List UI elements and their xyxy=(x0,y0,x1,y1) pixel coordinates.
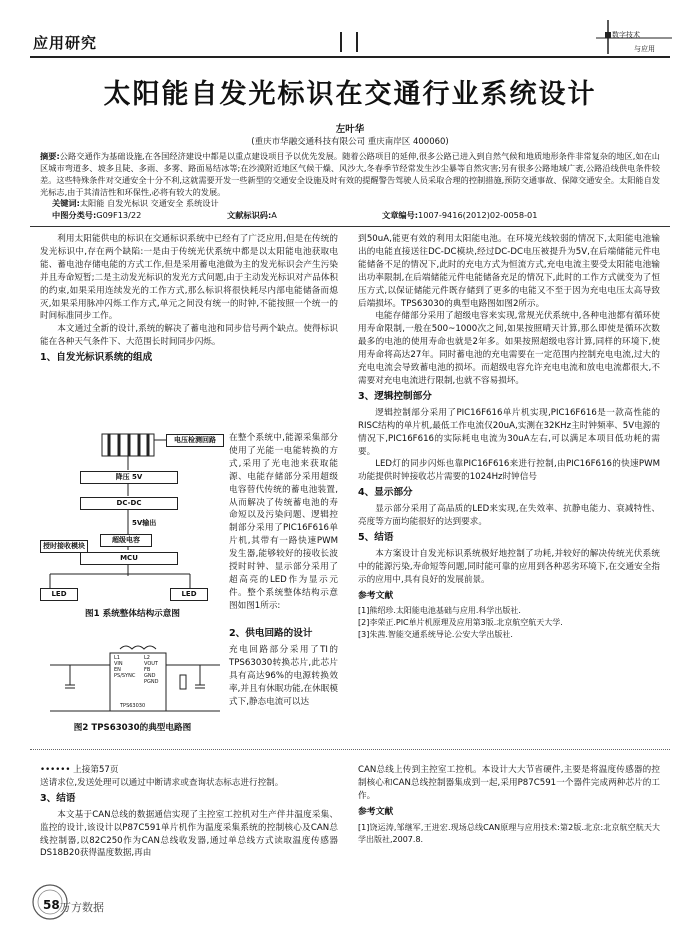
right-paragraph-1: 到50uA,能更有效的利用太阳能电池。在环境光线较弱的情况下,太阳能电池输出的电能直接送往DC-DC模块,经过DC-DC电压被提升为5V,在后端储能元件电能储备不足的情况下,此时的充电方式为恒流方式,充电电流主要受太阳能电池输出功率限制,在后端储能元件电能储备充足的情况下,此时的工作方式就变为了恒压方式,以保证储能元件既存储到了更多的电能又不至于因为充电电压太高导致后端损坏。TPS63030的典型电路图如图2所示。 xyxy=(358,234,660,309)
classification xyxy=(52,210,141,221)
right-paragraph-5: 显示部分采用了高品质的LED来实现,在失效率、抗静电能力、衰减特性、亮度等方面均能很好的达到要求。 xyxy=(358,504,660,528)
bottom-left-paragraph-1: 送请求位,发送处理可以通过中断请求或查询状态标志进行控制。 xyxy=(40,777,284,788)
article-number-value: 1007-9416(2012)02-0058-01 xyxy=(418,210,538,220)
heading-1: 1、自发光标识系统的组成 xyxy=(40,352,153,364)
references-list xyxy=(358,605,660,641)
fig2-chip-label: TPS63030 xyxy=(120,703,146,709)
brand-line-2: 与应用 xyxy=(634,45,655,53)
bottom-references-list xyxy=(358,822,660,846)
reference-item: [3]朱茜.智能交通系统导论.公安大学出版社. xyxy=(358,630,513,640)
fig2-pin: L1 xyxy=(114,655,120,661)
figure-1-system-diagram xyxy=(40,430,225,620)
classification-label: 中图分类号: xyxy=(52,210,97,220)
brand-line-1: 数字技术 xyxy=(612,31,640,39)
bottom-left-column xyxy=(40,764,338,860)
heading-5: 5、结语 xyxy=(358,531,394,543)
author-affiliation: (重庆市华融交通科技有限公司 重庆南岸区 400060) xyxy=(251,137,449,147)
bottom-right-column xyxy=(358,764,660,846)
left-column-wrap xyxy=(229,432,338,613)
meta-divider xyxy=(30,226,670,227)
right-paragraph-3: 逻辑控制部分采用了PIC16F616单片机实现,PIC16F616是一款高性能的RISC结构的单片机,最低工作电流仅20uA,实测在32KHz主时钟频率、5V电源的情况下,PIC16F616的实际耗电电流为30uA左右,可以满足本项目低功耗的需要。 xyxy=(358,407,660,457)
figure-1-caption: 图1 系统整体结构示意图 xyxy=(85,609,180,619)
fig2-pin: PGND xyxy=(144,679,159,685)
fig2-pins-left xyxy=(114,655,135,679)
classification-value: G09F13/22 xyxy=(96,210,142,220)
journal-brand xyxy=(594,18,674,56)
reference-item: [1]熊绍珍.太阳能电池基础与应用.科学出版社. xyxy=(358,606,521,616)
fig1-led-right: LED xyxy=(170,588,208,601)
bottom-right-paragraph-1: CAN总线上传到主控室工控机。本设计大大节省硬件,主要是将温度传感器的控制核心和CAN总线控制器集成到一起,采用P87C591一个器件完成两种芯片的工作。 xyxy=(358,765,660,801)
keywords xyxy=(52,198,219,209)
continued-from-text: 上接第57页 xyxy=(73,765,119,775)
bottom-references-title: 参考文献 xyxy=(358,806,394,817)
doc-code xyxy=(227,210,277,221)
reference-item: [1]饶运涛,邹继军,王进宏.现场总线CAN原理与应用技术:第2版.北京:北京航空航天大学出版社,2007.8. xyxy=(358,822,660,844)
figure-2-caption: 图2 TPS63030的典型电路图 xyxy=(73,723,192,733)
right-column xyxy=(358,233,660,641)
fig1-boost: 降压 5V xyxy=(80,471,178,484)
continued-from: •••••• 上接第57页 xyxy=(40,765,119,775)
header-divider-bars xyxy=(340,32,358,52)
heading-3: 3、逻辑控制部分 xyxy=(358,390,432,402)
fig1-clock-module: 授时接收模块 xyxy=(40,540,88,553)
reference-item: [2]李荣正.PIC单片机原理及应用第3版.北京航空航天大学. xyxy=(358,618,563,628)
section-label: 应用研究 xyxy=(33,34,98,52)
left-paragraph-3: 在整个系统中,能源采集部分使用了光能一电能转换的方式,采用了光电池来获取能源、电能存储部分采用超级电容替代传统的蓄电池装置,从而解决了传统蓄电池的寿命短以及污染问题、逻辑控制部分采用了PIC16F616单片机,其带有一路快速PWM发生器,能够较好的接收长波授时时钟、显示部分采用了超高亮的LED作为显示元件。整个系统整体结构示意图如图1所示: xyxy=(229,433,338,611)
figure-2-circuit xyxy=(40,645,225,735)
keywords-label: 关键词: xyxy=(52,198,80,208)
right-paragraph-2: 电能存储部分采用了超级电容来实现,常规光伏系统中,各种电池都有循环使用寿命限制,一般在500~1000次之间,如果按照晴天计算,那么即使是循环次数最多的电池的使用寿命也就是2年多。如果按照超级电容计算,同样的环境下,使用寿命将高达27年。同时蓄电池的充电需要在一定范围内控制充电电流,过大的充电电流会导致蓄电池的损坏。而超级电容允许充电电流和放电电流都很大,不需要对充电电流进行限制,也就不容易损坏。 xyxy=(358,311,660,386)
right-paragraph-6: 本方案设计自发光标识系统极好地控制了功耗,并较好的解决传统光伏系统中的能源污染,寿命短等问题,同时能可靠的应用到各种恶劣环境下,在交通安全指示的应用中,具有良好的发展前景。 xyxy=(358,548,660,585)
continuation-separator xyxy=(30,749,670,750)
doc-code-label: 文献标识码: xyxy=(227,210,272,220)
article-number-label: 文章编号: xyxy=(382,210,419,220)
fig2-pin: EN xyxy=(114,667,121,673)
fig2-pin: GND xyxy=(144,673,156,679)
keywords-text: 太阳能 自发光标识 交通安全 系统设计 xyxy=(79,198,219,208)
fig2-pin: PS/SYNC xyxy=(114,673,136,679)
left-paragraph-1: 利用太阳能供电的标识在交通标识系统中已经有了广泛应用,但是在传统的发光标识中,存在两个缺陷:一是由于传统光伏系统中都是以太阳能电池获取电能、蓄电池存储电能的方式工作,但是采用蓄电池做为主的发光标识会产生污染并且寿命短暂;二是主动发光标识的发光方式问题,由于主动发光标识对产品体积的约束,如果采用连续发光的工作方式,那么标识将很快耗尽内部电能储备而熄灭,如果采用脉冲闪烁工作方式,单元之间没有统一的时钟,不能按照一个统一的时间标准同步工作。 xyxy=(40,234,338,322)
page-header xyxy=(0,0,700,60)
bottom-left-heading: 3、结语 xyxy=(40,792,76,804)
fig2-pins-right xyxy=(144,655,158,685)
header-rule xyxy=(30,56,670,58)
abstract-label: 摘要: xyxy=(40,151,60,161)
article-number xyxy=(382,210,537,221)
fig2-pin: VOUT xyxy=(144,661,158,667)
watermark: 万方数据 xyxy=(60,901,104,914)
references-title: 参考文献 xyxy=(358,590,394,601)
left-column-upper xyxy=(40,233,338,368)
article-title: 太阳能自发光标识在交通行业系统设计 xyxy=(103,79,597,110)
fig2-pin: VIN xyxy=(114,661,123,667)
bottom-left-paragraph-2: 本文基于CAN总线的数据通信实现了主控室工控机对生产伴井温度采集、监控的设计,该设计以P87C591单片机作为温度采集系统的控制核心及CAN总线控制器,以82C250作为CAN总线收发器,通过单总线方式读取温度传感器DS18B20获得温度数据,再由 xyxy=(40,809,338,859)
right-paragraph-4: LED灯的同步闪烁也靠PIC16F616来进行控制,由PIC16F616的快速PWM功能提供时钟接收芯片需要的1024Hz时钟信号 xyxy=(358,459,660,483)
fig1-dcdc: DC-DC xyxy=(80,497,178,510)
heading-2: 2、供电回路的设计 xyxy=(229,628,313,639)
fig1-voltage-detect: 电压检测回路 xyxy=(166,434,224,447)
fig1-supercap: 超级电容 xyxy=(100,534,152,547)
left-paragraph-4: 充电回路部分采用了TI的TPS63030转换芯片,此芯片具有高达96%的电源转换效率,并且有休眠功能,在休眠模式下,静态电流可以达 xyxy=(229,644,338,707)
page-number: 58 xyxy=(43,898,60,912)
fig1-led-left: LED xyxy=(40,588,78,601)
heading-4: 4、显示部分 xyxy=(358,487,413,499)
author-name: 左叶华 xyxy=(335,124,365,135)
fig1-mcu: MCU xyxy=(80,552,178,565)
doc-code-value: A xyxy=(271,210,277,220)
left-paragraph-2: 本文通过全新的设计,系统的解决了蓄电池和同步信号两个缺点。使得标识能在各种天气条件下、大范围长时间同步闪烁。 xyxy=(40,324,338,348)
fig1-5v-output: 5V输出 xyxy=(132,519,157,527)
abstract xyxy=(40,150,660,198)
left-column-section-2 xyxy=(229,625,338,708)
abstract-text: 公路交通作为基础设施,在各国经济建设中都是以重点建设项目予以优先发展。随着公路项目的延伸,很多公路已进入到自然气候和地质地形条件非常复杂的地区,如在山区城市弯道多、坡多且陡、多雨、多雾、路面易结冰等;在沙漠附近地区气候干燥、风沙大,冬春季节经常发生沙尘暴等自然灾害;另有很多公路地域广袤,公路沿线供电条件较差。这些特殊条件对交通安全十分不利,这就需要开发一些新型的交通安全设施及时有效的提醒警告驾驶人员采取合理的控制措施,预防交通事故、保障交通安全。太阳能自发光标志,由于其清洁性和环保性,必将有较大的发展。 xyxy=(40,151,660,197)
fig2-pin: FB xyxy=(144,667,151,673)
fig2-pin: L2 xyxy=(144,655,150,661)
